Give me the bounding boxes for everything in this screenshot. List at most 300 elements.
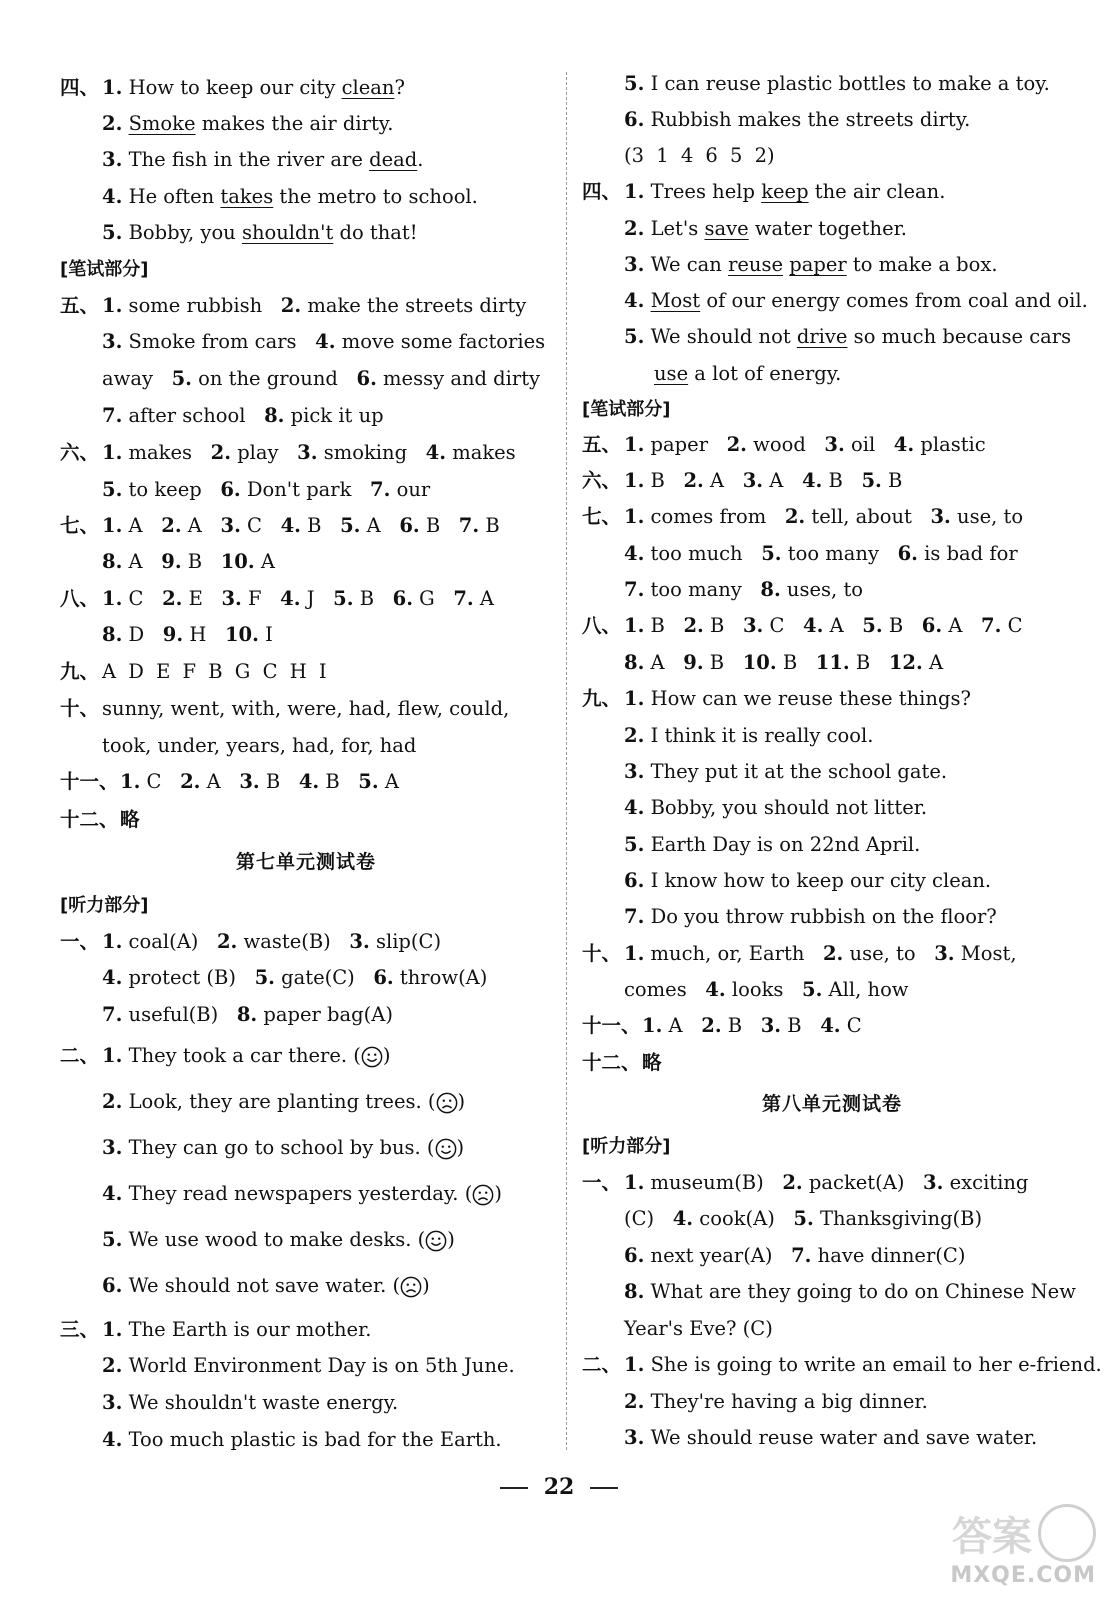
answer-line: 略 xyxy=(120,808,140,831)
item-text: throw(A) xyxy=(393,966,488,989)
item-number: 12. xyxy=(888,651,923,674)
item-text: next year(A) xyxy=(644,1244,792,1267)
item-text: B xyxy=(259,770,299,793)
answer-line xyxy=(120,768,399,796)
item-text: We should not xyxy=(650,325,797,348)
item-number: 6. xyxy=(624,869,645,892)
item-text: Look, they are planting trees. ( xyxy=(128,1090,436,1113)
item-number: 4. xyxy=(803,614,824,637)
item-number: 6. xyxy=(399,514,420,537)
item-text: They took a car there. ( xyxy=(128,1044,361,1067)
item-number: 2. xyxy=(624,217,645,240)
item-text: to make a box. xyxy=(846,253,998,276)
item-number: 1. xyxy=(624,505,645,528)
item-text: A xyxy=(703,469,743,492)
item-number: 7. xyxy=(624,905,645,928)
item-text: What are they going to do on Chinese New xyxy=(644,1280,1076,1303)
sad-face-icon xyxy=(400,1276,422,1298)
item-number: 1. xyxy=(102,294,123,317)
item-text: away xyxy=(102,367,172,390)
item-text: A xyxy=(181,514,221,537)
listening-part-heading: [听力部分] xyxy=(582,1136,671,1157)
item-text: (C) xyxy=(624,1207,673,1230)
item-text: Bobby, you xyxy=(128,221,242,244)
item-text: too much xyxy=(644,542,762,565)
item-text: They can go to school by bus. ( xyxy=(128,1136,435,1159)
item-number: 6. xyxy=(921,614,943,637)
answer-line xyxy=(624,867,991,895)
answer-line xyxy=(624,106,970,134)
item-text: B xyxy=(703,651,743,674)
item-number: 10. xyxy=(742,651,777,674)
item-text: B xyxy=(319,770,359,793)
item-text: looks xyxy=(725,978,802,1001)
item-text: B xyxy=(419,514,459,537)
answer-line xyxy=(102,1426,502,1454)
answer-line xyxy=(624,576,863,604)
item-text: I can reuse plastic bottles to make a toy. xyxy=(650,72,1050,95)
item-number: 2. xyxy=(280,294,302,317)
item-text: cook(A) xyxy=(693,1207,794,1230)
answer-line xyxy=(102,219,418,247)
r4-label: 四、 xyxy=(582,180,622,203)
item-text: too many xyxy=(781,542,898,565)
answer-line xyxy=(102,1352,515,1380)
answer-line xyxy=(624,215,907,243)
answer-line xyxy=(642,1012,862,1040)
item-text: water together. xyxy=(748,217,907,240)
u2-label: 二、 xyxy=(60,1044,100,1067)
answer-line xyxy=(102,1389,398,1417)
item-number: 1. xyxy=(102,587,123,610)
answer-line xyxy=(624,1424,1037,1452)
answer-line xyxy=(102,328,545,356)
answer-line xyxy=(102,1316,371,1344)
underlined-word: drive xyxy=(796,325,848,348)
item-text: The fish in the river are xyxy=(128,148,370,171)
item-number: 3. xyxy=(760,1014,782,1037)
seal-icon xyxy=(1038,1504,1096,1562)
item-number: 1. xyxy=(624,180,645,203)
item-text: some rubbish xyxy=(122,294,281,317)
item-number: 2. xyxy=(822,942,844,965)
item-text: A xyxy=(122,550,162,573)
item-number: 7. xyxy=(102,404,123,427)
item-number: 3. xyxy=(624,253,645,276)
item-number: 6. xyxy=(356,367,377,390)
u1-label: 一、 xyxy=(60,930,100,953)
answer-line xyxy=(102,365,540,393)
listening-part-heading: [听力部分] xyxy=(60,895,149,916)
item-text: make the streets dirty xyxy=(301,294,527,317)
item-text: gate(C) xyxy=(274,966,374,989)
item-number: 1. xyxy=(102,514,123,537)
item-text: The Earth is our mother. xyxy=(128,1318,372,1341)
item-number: 4. xyxy=(102,185,123,208)
answer-line xyxy=(624,1242,965,1270)
item-text: C xyxy=(763,614,804,637)
item-text: F xyxy=(241,587,281,610)
item-number: 2. xyxy=(784,505,806,528)
item-text: waste(B) xyxy=(237,930,350,953)
item-text: . xyxy=(417,148,424,171)
answer-line xyxy=(102,110,393,138)
r10-label: 十、 xyxy=(582,942,622,965)
watermark-logo xyxy=(910,1506,1110,1596)
item-text: plastic xyxy=(914,433,986,456)
item-text: have dinner(C) xyxy=(811,1244,966,1267)
item-number: 4. xyxy=(624,289,645,312)
answer-line xyxy=(624,287,1088,315)
item-number: 5. xyxy=(102,1228,123,1251)
item-text: B xyxy=(703,614,743,637)
item-number: 5. xyxy=(102,478,123,501)
item-text: B xyxy=(781,1014,821,1037)
item-text: wood xyxy=(746,433,825,456)
smiley-face-icon xyxy=(361,1046,383,1068)
underlined-word: reuse xyxy=(728,253,784,276)
item-text: move some factories xyxy=(335,330,546,353)
answer-line xyxy=(624,1169,1028,1197)
item-text: They put it at the school gate. xyxy=(650,760,948,783)
answer-line xyxy=(102,439,516,467)
underlined-word: paper xyxy=(789,253,847,276)
item-text: use, to xyxy=(843,942,935,965)
answer-line xyxy=(624,940,1017,968)
item-number: 3. xyxy=(930,505,951,528)
item-text: We use wood to make desks. ( xyxy=(128,1228,426,1251)
item-number: 1. xyxy=(102,441,123,464)
item-number: 4. xyxy=(425,441,447,464)
answer-line xyxy=(624,685,971,713)
item-number: 5. xyxy=(624,325,645,348)
item-text: Smoke from cars xyxy=(122,330,316,353)
item-number: 2. xyxy=(216,930,238,953)
item-number: 7. xyxy=(370,478,391,501)
item-number: 3. xyxy=(297,441,318,464)
item-text: B xyxy=(881,469,903,492)
unit-8-title: 第八单元测试卷 xyxy=(761,1093,902,1115)
answer-line: 2. Look, they are planting trees. ( ) xyxy=(102,1090,466,1113)
answer-line xyxy=(102,476,430,504)
item-text: We can xyxy=(650,253,729,276)
item-text: the air clean. xyxy=(808,180,946,203)
answer-line xyxy=(654,360,841,388)
item-text: makes the air dirty. xyxy=(195,112,394,135)
item-text: Too much plastic is bad for the Earth. xyxy=(128,1428,502,1451)
item-number: 2. xyxy=(102,1090,123,1113)
item-number: 4. xyxy=(705,978,726,1001)
item-number: 4. xyxy=(280,587,301,610)
item-number: 3. xyxy=(624,760,645,783)
item-text: pick it up xyxy=(284,404,384,427)
item-number: 5. xyxy=(793,1207,814,1230)
item-number: 8. xyxy=(760,578,781,601)
item-text: A xyxy=(378,770,399,793)
answer-line: 1. They took a car there. ( ) xyxy=(102,1044,391,1067)
item-number: 9. xyxy=(162,623,184,646)
item-text: messy and dirty xyxy=(376,367,541,390)
item-number: 3. xyxy=(102,1391,123,1414)
item-number: 3. xyxy=(624,1426,645,1449)
item-text: the metro to school. xyxy=(273,185,478,208)
item-text: C xyxy=(240,514,281,537)
item-number: 4. xyxy=(624,542,645,565)
item-text: Thanksgiving(B) xyxy=(813,1207,983,1230)
r9-label: 九、 xyxy=(582,687,622,710)
answer-line xyxy=(102,964,487,992)
item-number: 8. xyxy=(102,550,123,573)
item-number: 5. xyxy=(802,978,823,1001)
written-part-heading: [笔试部分] xyxy=(582,399,671,420)
item-text: World Environment Day is on 5th June. xyxy=(128,1354,515,1377)
item-number: 7. xyxy=(453,587,474,610)
item-number: 1. xyxy=(102,1318,123,1341)
item-number: 1. xyxy=(624,469,645,492)
item-text: A xyxy=(122,514,162,537)
underlined-word: shouldn't xyxy=(241,221,334,244)
answer-line xyxy=(624,831,920,859)
v2-label: 二、 xyxy=(582,1353,622,1376)
item-number: 1. xyxy=(102,930,123,953)
item-text: Earth Day is on 22nd April. xyxy=(650,833,921,856)
answer-line: 略 xyxy=(642,1051,662,1074)
section-12-label: 十二、 xyxy=(60,808,119,831)
answer-line xyxy=(624,794,927,822)
answer-line: 3. They can go to school by bus. ( ) xyxy=(102,1136,465,1159)
underlined-word: Most xyxy=(650,289,701,312)
item-number: 11. xyxy=(815,651,850,674)
item-text: much, or, Earth xyxy=(644,942,823,965)
order-answer: (3 1 4 6 5 2) xyxy=(624,144,775,167)
v1-label: 一、 xyxy=(582,1171,622,1194)
item-number: 2. xyxy=(102,112,123,135)
item-number: 1. xyxy=(624,1353,645,1376)
item-number: 1. xyxy=(624,614,645,637)
item-text: uses, to xyxy=(780,578,864,601)
item-number: 5. xyxy=(254,966,275,989)
underlined-word: Smoke xyxy=(128,112,196,135)
answer-line: 5. We use wood to make desks. ( ) xyxy=(102,1228,455,1251)
answer-line xyxy=(624,431,986,459)
r5-label: 五、 xyxy=(582,433,622,456)
item-text: a lot of energy. xyxy=(688,362,842,385)
answer-line xyxy=(624,503,1023,531)
item-text: G xyxy=(412,587,454,610)
item-number: 4. xyxy=(801,469,823,492)
item-number: 4. xyxy=(624,796,645,819)
answer-line xyxy=(624,1351,1102,1379)
item-number: 5. xyxy=(862,614,883,637)
item-number: 4. xyxy=(672,1207,694,1230)
item-text: B xyxy=(353,587,393,610)
item-number: 5. xyxy=(333,587,354,610)
answer-line xyxy=(624,1388,928,1416)
r7-label: 七、 xyxy=(582,505,622,528)
section-8-label: 八、 xyxy=(60,587,100,610)
answer-line xyxy=(624,612,1023,640)
item-number: 1. xyxy=(624,687,645,710)
item-text: slip(C) xyxy=(369,930,442,953)
item-text: A xyxy=(254,550,275,573)
item-text: play xyxy=(231,441,298,464)
item-number: 5. xyxy=(861,469,882,492)
item-number: 3. xyxy=(102,1136,123,1159)
r6-label: 六、 xyxy=(582,469,622,492)
item-number: 6. xyxy=(373,966,394,989)
answer-line xyxy=(102,928,441,956)
r11-label: 十一、 xyxy=(582,1014,641,1037)
answer-line xyxy=(102,292,526,320)
answer-line xyxy=(624,178,945,206)
answer-line xyxy=(624,976,909,1004)
answer-line xyxy=(102,146,423,174)
item-text: C xyxy=(1001,614,1023,637)
item-number: 3. xyxy=(934,942,955,965)
unit-7-title: 第七单元测试卷 xyxy=(235,851,376,873)
item-text: useful(B) xyxy=(122,1003,237,1026)
answer-line xyxy=(624,649,943,677)
item-number: 2. xyxy=(180,770,201,793)
item-text: D xyxy=(122,623,163,646)
item-number: 1. xyxy=(120,770,141,793)
item-text: Do you throw rubbish on the floor? xyxy=(650,905,997,928)
item-text: Most, xyxy=(954,942,1017,965)
item-number: 5. xyxy=(102,221,123,244)
answer-line xyxy=(102,74,405,102)
item-text: smoking xyxy=(317,441,426,464)
item-text: C xyxy=(840,1014,862,1037)
item-number: 7. xyxy=(981,614,1002,637)
watermark-cn: 答案 xyxy=(952,1514,1032,1560)
item-text: too many xyxy=(644,578,761,601)
item-number: 2. xyxy=(161,514,182,537)
smiley-face-icon xyxy=(435,1138,457,1160)
item-number: 10. xyxy=(224,623,259,646)
answer-line: 4. They read newspapers yesterday. ( ) xyxy=(102,1182,502,1205)
item-text: makes xyxy=(122,441,211,464)
item-number: 3. xyxy=(824,433,845,456)
watermark-text: MXQE.COM xyxy=(950,1563,1096,1588)
item-text: C xyxy=(140,770,181,793)
item-text: A xyxy=(200,770,240,793)
item-number: 6. xyxy=(220,478,241,501)
section-5-label: 五、 xyxy=(60,294,100,317)
item-text: oil xyxy=(844,433,894,456)
item-number: 8. xyxy=(236,1003,258,1026)
item-text: Rubbish makes the streets dirty. xyxy=(650,108,971,131)
item-number: 3. xyxy=(239,770,260,793)
item-number: 6. xyxy=(624,108,645,131)
answer-line: Year's Eve? (C) xyxy=(624,1317,773,1340)
answer-line xyxy=(102,402,384,430)
item-text: We should reuse water and save water. xyxy=(650,1426,1038,1449)
item-number: 5. xyxy=(761,542,782,565)
item-number: 1. xyxy=(624,433,645,456)
item-text: How to keep our city xyxy=(128,76,342,99)
item-text: coal(A) xyxy=(122,930,217,953)
item-text: B xyxy=(181,550,221,573)
answer-line xyxy=(102,512,500,540)
item-number: 6. xyxy=(392,587,413,610)
item-number: 4. xyxy=(298,770,320,793)
item-number: 3. xyxy=(349,930,370,953)
item-number: 5. xyxy=(171,367,192,390)
item-number: 3. xyxy=(742,469,764,492)
item-text: our xyxy=(390,478,431,501)
item-text: All, how xyxy=(822,978,909,1001)
written-part-heading: [笔试部分] xyxy=(60,259,149,280)
item-text: paper xyxy=(644,433,727,456)
answer-line: sunny, went, with, were, had, flew, could, xyxy=(102,697,510,720)
item-text: of our energy comes from coal and oil. xyxy=(700,289,1088,312)
item-number: 3. xyxy=(220,514,241,537)
item-text: E xyxy=(182,587,222,610)
item-number: 2. xyxy=(683,614,704,637)
item-text: B xyxy=(721,1014,761,1037)
answer-line xyxy=(624,903,997,931)
item-number: 1. xyxy=(102,1044,123,1067)
item-text: comes xyxy=(624,978,706,1001)
item-number: 8. xyxy=(264,404,285,427)
answer-line xyxy=(624,467,902,495)
underlined-word: clean xyxy=(341,76,395,99)
item-number: 5. xyxy=(624,833,645,856)
item-text: C xyxy=(122,587,163,610)
item-text: Bobby, you should not litter. xyxy=(650,796,928,819)
answer-line: 6. We should not save water. ( ) xyxy=(102,1274,430,1297)
item-text: B xyxy=(479,514,500,537)
item-text: He often xyxy=(128,185,221,208)
item-number: 2. xyxy=(102,1354,123,1377)
answer-line xyxy=(624,1278,1076,1306)
answer-line xyxy=(102,1001,393,1029)
item-text: A xyxy=(823,614,863,637)
item-text: after school xyxy=(122,404,265,427)
item-text: I xyxy=(258,623,273,646)
item-text: packet(A) xyxy=(802,1171,924,1194)
answer-line xyxy=(102,585,494,613)
item-text: I know how to keep our city clean. xyxy=(650,869,992,892)
section-9-label: 九、 xyxy=(60,660,100,683)
item-number: 1. xyxy=(102,76,123,99)
item-text: B xyxy=(644,614,684,637)
item-number: 1. xyxy=(642,1014,663,1037)
item-number: 2. xyxy=(782,1171,803,1194)
answer-line: took, under, years, had, for, had xyxy=(102,734,417,757)
item-number: 2. xyxy=(162,587,183,610)
item-number: 3. xyxy=(102,148,123,171)
underlined-word: save xyxy=(704,217,749,240)
answer-line: A D E F B G C H I xyxy=(102,660,327,683)
item-text: do that! xyxy=(333,221,418,244)
item-text: Let's xyxy=(650,217,705,240)
item-number: 7. xyxy=(791,1244,812,1267)
item-text: A xyxy=(662,1014,702,1037)
item-number: 4. xyxy=(102,966,123,989)
item-text: B xyxy=(822,469,862,492)
item-number: 8. xyxy=(102,623,123,646)
item-text: They read newspapers yesterday. ( xyxy=(128,1182,473,1205)
column-divider xyxy=(566,72,567,1450)
item-text: B xyxy=(300,514,341,537)
underlined-word: dead xyxy=(369,148,418,171)
item-text: I think it is really cool. xyxy=(650,724,874,747)
u3-label: 三、 xyxy=(60,1318,100,1341)
item-text: Trees help xyxy=(650,180,762,203)
item-number: 2. xyxy=(624,724,645,747)
item-text: paper bag(A) xyxy=(257,1003,393,1026)
